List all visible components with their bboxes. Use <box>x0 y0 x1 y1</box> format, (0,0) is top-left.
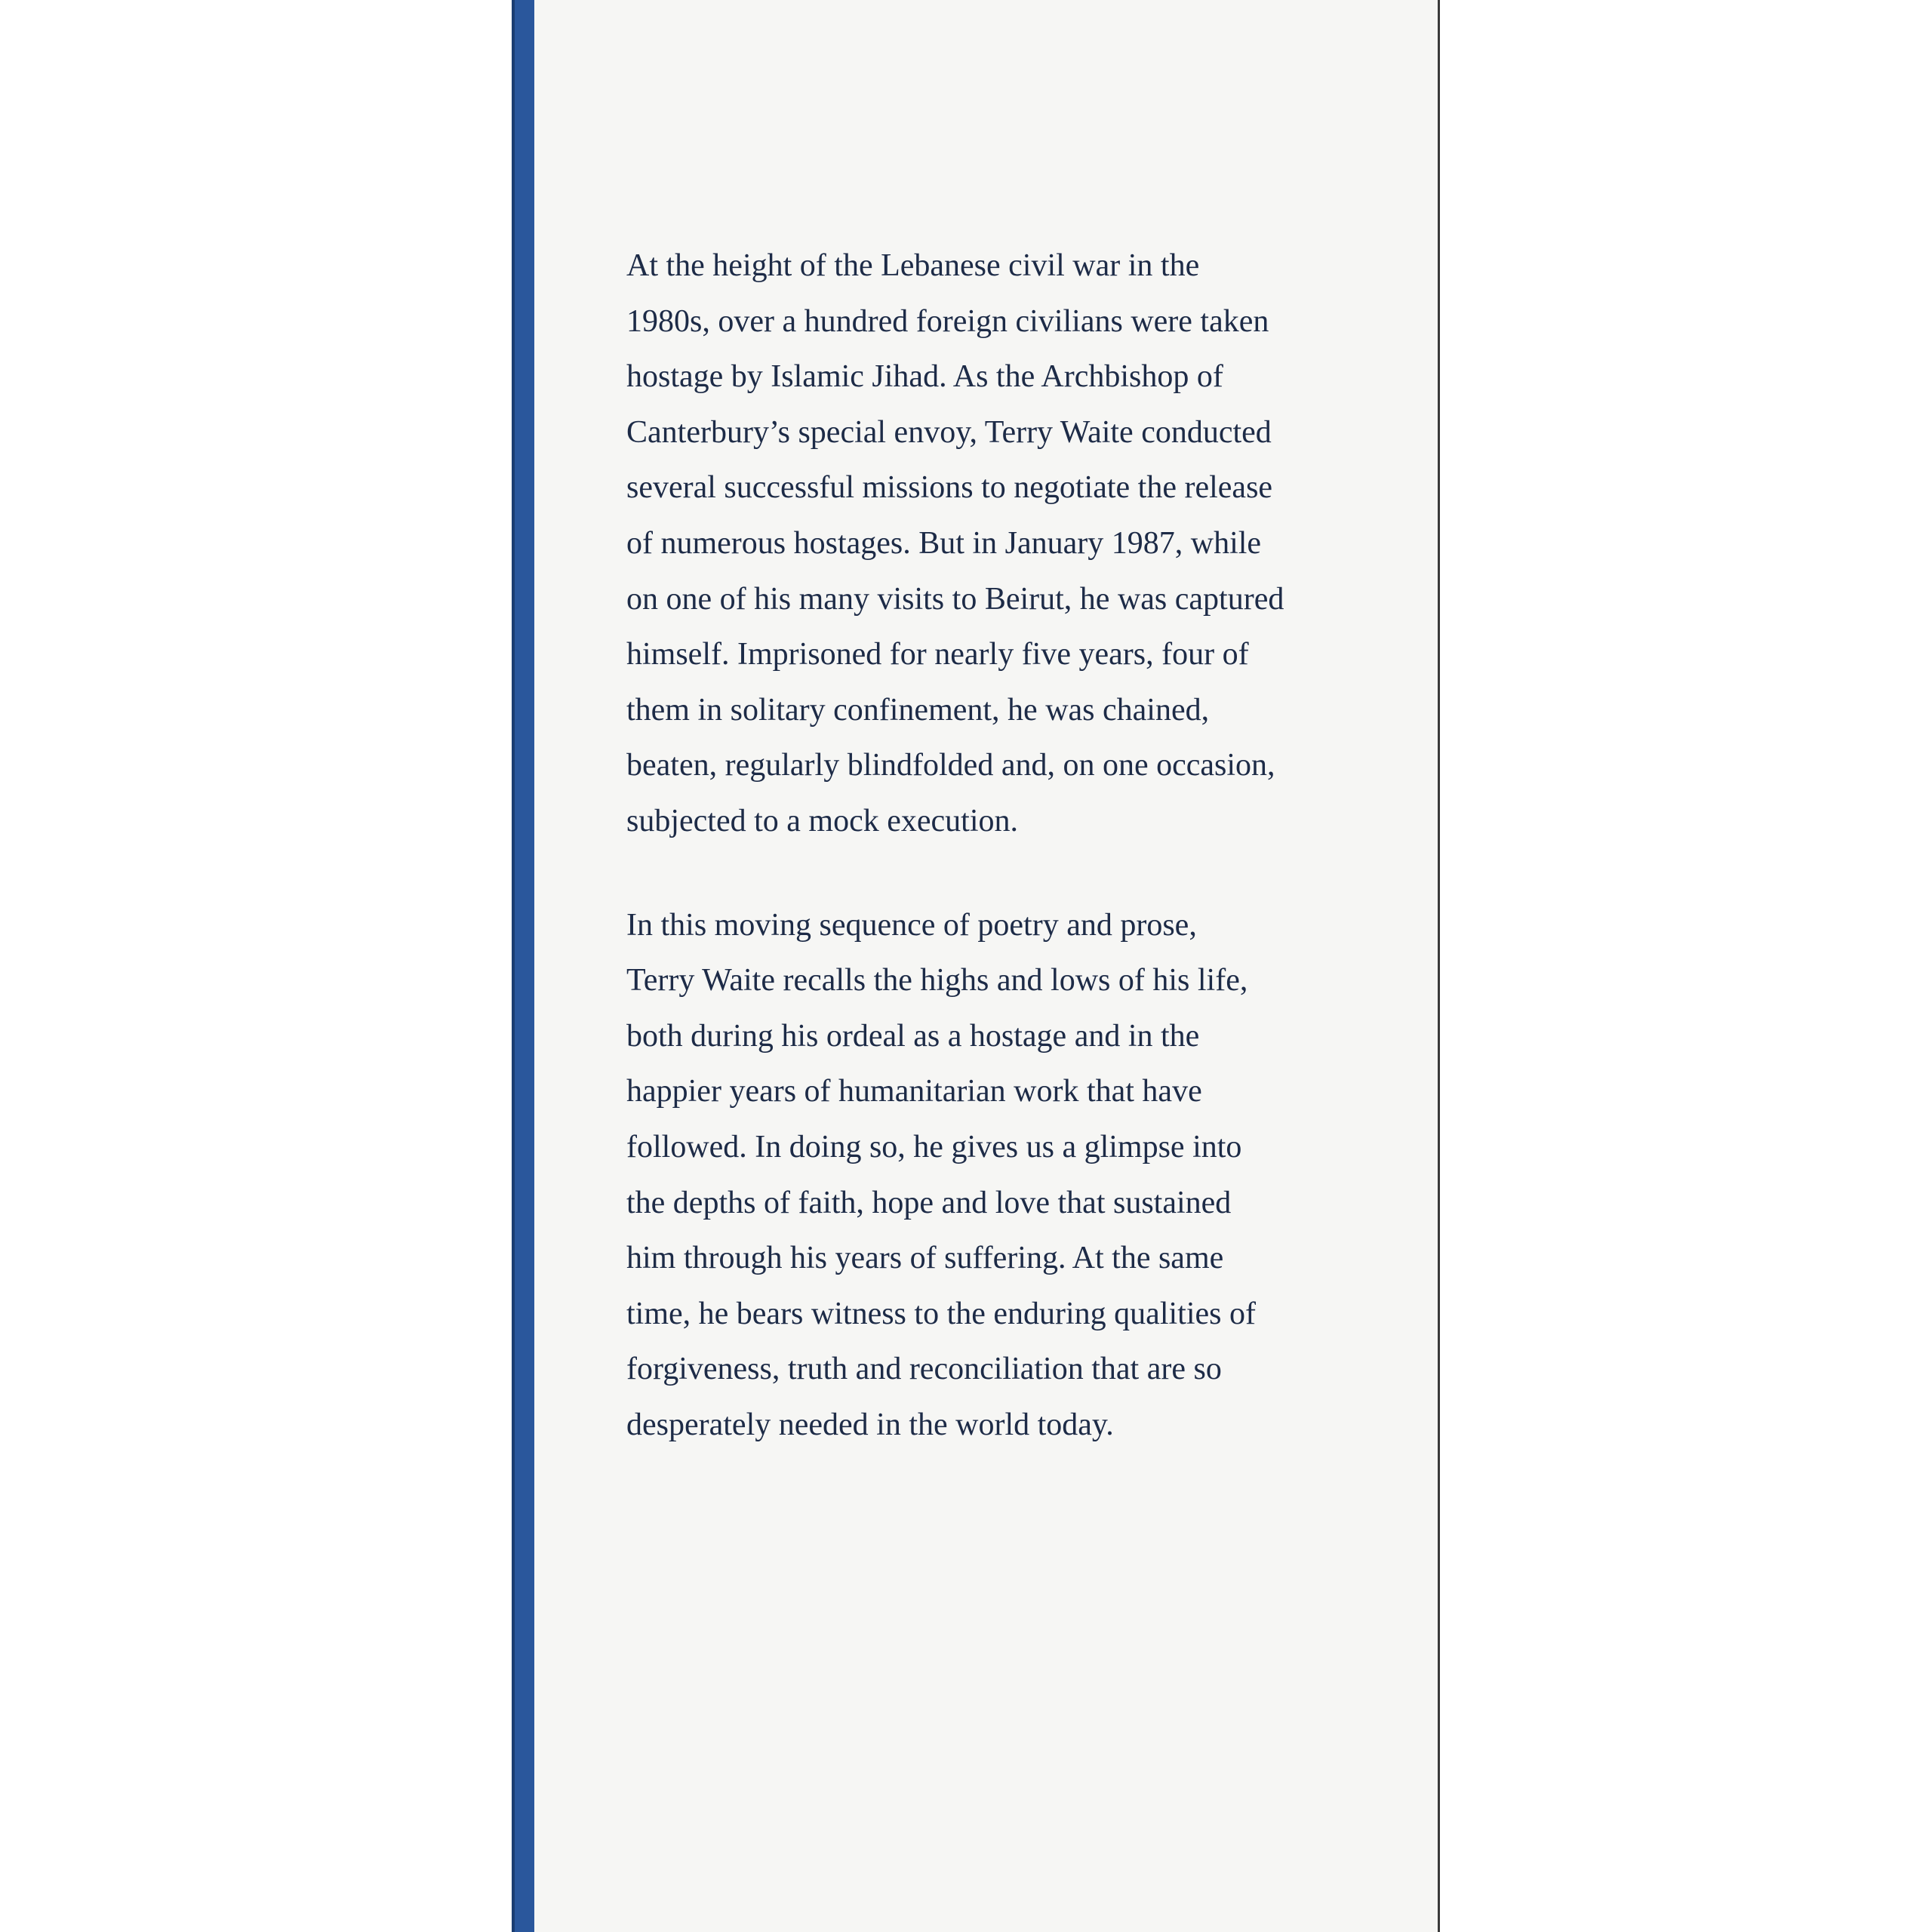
text-line: 1980s, over a hundred foreign civilians were taken <box>626 303 1269 339</box>
blurb-paragraph-2 <box>626 898 1389 1454</box>
book-flap <box>512 0 1440 1932</box>
text-line: on one of his many visits to Beirut, he was captured <box>626 581 1284 617</box>
text-line: beaten, regularly blindfolded and, on one occasion, <box>626 748 1275 783</box>
text-line: time, he bears witness to the enduring qualities of <box>626 1296 1256 1331</box>
text-line: several successful missions to negotiate the release <box>626 470 1273 506</box>
text-line: subjected to a mock execution. <box>626 803 1018 838</box>
text-line: him through his years of suffering. At the same <box>626 1241 1224 1276</box>
text-line: hostage by Islamic Jihad. As the Archbishop of <box>626 359 1223 395</box>
spine-color-band <box>512 0 534 1932</box>
blurb-paragraph-1 <box>626 238 1389 850</box>
spine-edge-shadow <box>512 0 515 1932</box>
text-line: forgiveness, truth and reconciliation that are so <box>626 1352 1222 1387</box>
text-line: followed. In doing so, he gives us a glimpse into <box>626 1129 1242 1164</box>
text-line: them in solitary confinement, he was chained, <box>626 692 1210 728</box>
paragraph-spacer <box>626 850 1389 898</box>
text-line: Terry Waite recalls the highs and lows of his life, <box>626 963 1248 998</box>
text-line: the depths of faith, hope and love that sustained <box>626 1185 1232 1220</box>
text-line: happier years of humanitarian work that have <box>626 1074 1202 1109</box>
blurb-text <box>626 238 1389 1453</box>
text-line: Canterbury’s special envoy, Terry Waite conducted <box>626 414 1272 450</box>
text-line: himself. Imprisoned for nearly five years, four of <box>626 637 1249 672</box>
text-line: In this moving sequence of poetry and prose, <box>626 907 1197 943</box>
text-line: both during his ordeal as a hostage and in the <box>626 1018 1200 1054</box>
text-line: desperately needed in the world today. <box>626 1407 1114 1442</box>
text-line: At the height of the Lebanese civil war in the <box>626 248 1200 283</box>
text-line: of numerous hostages. But in January 1987, while <box>626 525 1262 561</box>
